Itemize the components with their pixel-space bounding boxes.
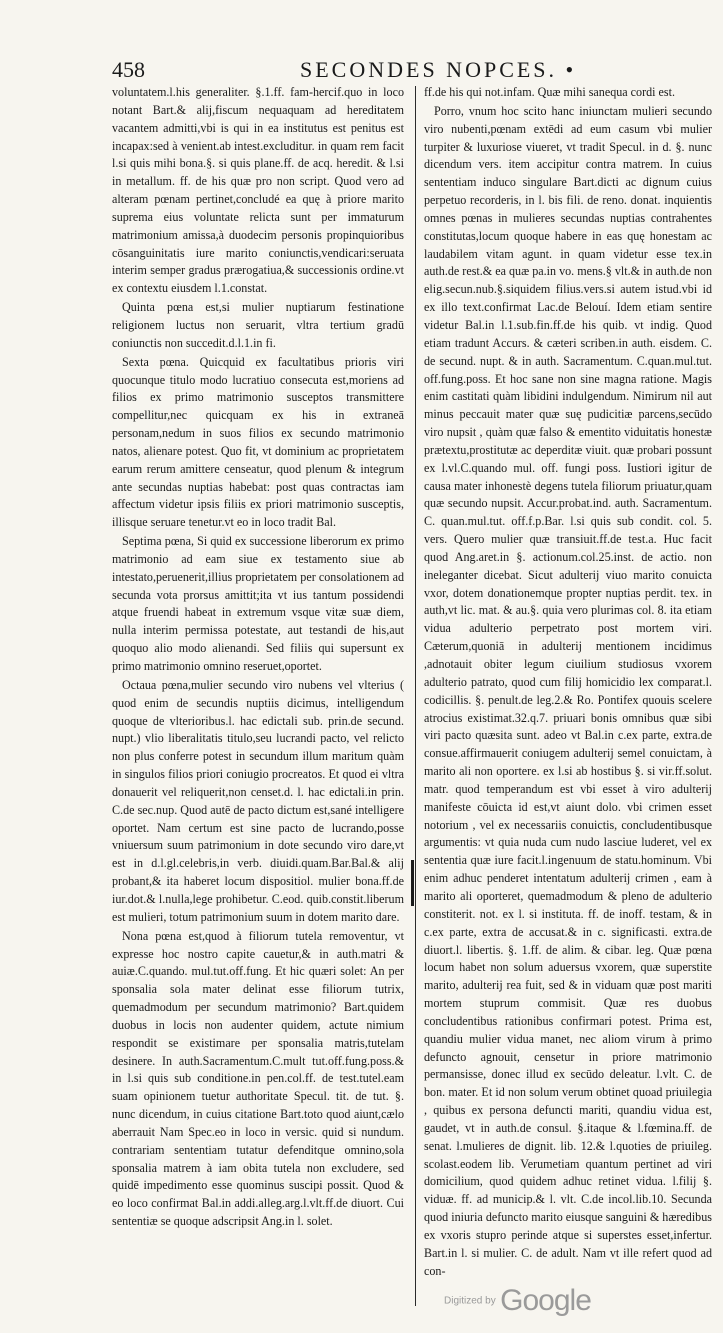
- page-header: [112, 55, 582, 87]
- digitized-watermark: [444, 1284, 591, 1318]
- margin-ink-mark: [411, 860, 414, 906]
- paragraph: ff.de his qui not.infam. Quæ mihi sanequa cordi est.: [424, 85, 676, 99]
- paragraph: Octaua pœna,mulier secundo viro nubens vel vlterius ( quod enim de secundis nuptiis dicimus, intelligendum quoque de vlterioribus.l. hac edictali sub. prin.de secund. nupt.) vlio liberalitatis titulo,seu lucrandi pacto, vel relicto non plus conferre potest in secundum illum maritum quàm in singulos filios priori coniugio procreatos. Et quod ei vltra donauerit vel reliquerit,non censet.d. l. hac edictali.in prin. C.de sec.nup. Quod autē de pacto dictum est,sané intelligere oportet. Nam certum est sine pacto de lucrando,posse vniuersum suum patrimonium in dote secundo viro dare,vt est in d.l.gl.celebris,in verb. diuidi.quam.Bar.Bal.& alij probant,& ita haberet locum dispositiol. mulier bona.ff.de iur.dot.& l.nulla,lege prohibetur. C.eod. quib.constit.liberum est mulieri, totum patrimonium suum in dotem marito dare.: [112, 677, 404, 924]
- left-column: [112, 84, 404, 1231]
- column-divider: [415, 86, 416, 1306]
- paragraph: Quinta pœna est,si mulier nuptiarum festinatione religionem luctus non seruarit, vltra tertium gradū coniunctis non succedit.d.l.1.in fi.: [112, 300, 404, 350]
- watermark-prefix: Digitized by: [444, 1295, 496, 1307]
- paragraph: Nona pœna est,quod à filiorum tutela removentur, vt expresse hoc nostro capite cauetur,& in auth.matri & auiæ.C.quando. mul.tut.off.fung. Et hic quæri solet: An per sponsalia sola mater delinat esse filiorum tutrix, quemadmodum per secundum matrimonio? Bart.quidem duobus in locis non audenter quidem, actute nimium respondit se existimare per sponsalia matris,tutelam desinere. In auth.Sacramentum.C.mult tut.off.fung.poss.& in l.si quis sub conditione.in pen.col.ff. de test.tutel.eam suam opinionem tuetur authoritate Specul. tit. de tut. §. nunc dicendum, in cuius citatione Bart.toto quod aiunt,cælo aberrauit Nam Spec.eo in loco in versic. quid si nundum. contrariam sententiam tutatur defenditque omnino,sola sponsalia matrem à iam obita tutela non excludere, sed quidē impedimento esse quominus suscipi possit. Quod & eo loco confirmat Bal.in addi.alleg.arg.l.vlt.ff.de diuort. Cui sententiæ se quoque adscripsit Ang.in l. solet.: [112, 928, 404, 1229]
- running-head: SECONDES NOPCES. •: [300, 57, 577, 82]
- paragraph: voluntatem.l.his generaliter. §.1.ff. fam-hercif.quo in loco notant Bart.& alij,fiscum nequaquam ad hereditatem vacantem admitti,vbi is qui in ea institutus est penitus est incapax:sed à venient.ab intest.excluditur. in quam rem facit l.si quis mihi bona.§. si quis plane.ff. de acq. heredit. & l.si in metallum. ff. de his quæ pro non script. Quod vero ad alteram pœnam pertinet,concludé ea quę à priore marito suprema eius voluntate relicta sunt per immaturum matrimonium amissa,à duodecim personis propinquioribus cōsanguinitatis iure marito coniunctis,vendicari:seruata interim semper gradus prærogatiua,& successionis ordine.vt ex contextu eiusdem l.1.constat.: [112, 85, 404, 296]
- paragraph: Sexta pœna. Quicquid ex facultatibus prioris viri quocunque titulo modo lucratiuo consecuta est,moriens ad filios ex primo matrimonio susceptos transmittere compellitur,nec quicquam ex his in extraneā personam,nedum in suos filios ex secundo matrimonio natos, alienare potest. Quo fit, vt dominium ac proprietatem earum rerum amittere censeatur, quod plenum & integrum ante secundas nuptias habebat: post quas contractas iam affectum videtur ipsis filiis ex priori matrimonio susceptis, illisque seruare tenetur.vt eo in loco tradit Bal.: [112, 354, 404, 530]
- paragraph: Porro, vnum hoc scito hanc iniunctam mulieri secundo viro nubenti,pœnam extēdi ad eum casum vbi mulier turpiter & luxuriose viueret, vt tradit Specul. in d. §. nunc dicendum vers. item accipitur contra matrem. In cuius sententiam induco singulare Bart.dicti ac dignum cuius perpetuo recorderis, in l. bis fili. de reno. donat. inquientis omnes pœnas in mulieres secundas nuptias contrahentes constitutas,locum quoque habere in eas quę honestam ac laudabilem vitam agunt. in quam videtur esse tex.in auth.de rest.& ea quæ pa.in vo. mens.§ vlt.& in auth.de non elig.secun.nub.§.siquidem filius.vers.si autem istud.vbi id ex illo text.confirmat Lac.de Belouí. Idem etiam sentire videtur Bal.in l.1.sub.fin.ff.de his quib. vt indig. Quod etiam tradunt Accurs. & cæteri scriben.in auth. eisdem. C. de secund. nupt. & in auth. Sacramentum. C.quan.mul.tut. off.fung.poss. Et hoc sane non sine magna ratione. Magis enim castitati quàm libidini indulgendum. Nimirum nil aut minus peccauit mater quæ suę pudicitiæ parcens,secūdo viro nupsit , quàm quæ falso & ementito viduitatis honestæ prætextu,prostitutæ ac deperditæ viuit. quæ probari possunt ex l.vl.C.quando mul. off. fungi poss. Iustiori igitur de causa mater inhonestè degens tutela filiorum priuatur,quam quæ secundo nupsit. Accur.probat.ind. auth. Sacramentum. C. quan.mul.tut. off.f.p.Bar. l.si quis sub condit. col. 5. vers. Quero mulier quæ transiuit.ff.de test.a. Huc facit quod Ang.aret.in §. actionum.col.25.inst. de actio. non ineleganter dicebat. Sicut adulterij viuo marito conuicta vxor, dotem donationemque propter nuptias perdit. tex. in auth,vt lic. mat. & au.§. quia vero plurimas col. 8. ita etiam vidua adulterio perpetrato post mortem viri. Cæterum,quoniā in adulterij mentionem incidimus ,adnotauit obiter legum ciuilium studiosus vxorem adulterio patrato, quod cum filij homicidio lex comparat.l. codicillis. §. penult.de leg.2.& Ro. Pontifex quouis scelere atrocius existimat.32.q.7. priuari bonis omnibus quæ sibi viri pacto quæsita sunt. adeo vt Bal.in c.ex parte, extra.de consue.affirmauerit coniugem adulterij semel conuictam, à marito ali non oportere. ex l.si ab hostibus §. si vir.ff.solut. matr. quod temperandum est vbi esset à viro adulterij manifeste cōuicta id est,vt aiunt dolo. vbi crimen esset notorium , vel ex necessariis conuictis, concludentibusque argumentis: vt quia nuda cum nudo lasciue luderet, vel ex sententia quæ iure facit.l.ingenuum de statu.hominum. Vbi enim adhuc penderet intentatum adulterij crimen , eam à marito ali oporteret, quemadmodum & pleno de adulterio constiterit. not. ex l. si instituta. ff. de inoff. testam, & in c.ex parte, extra de accusat.& in c. significasti. extra.de diuort.l. libertis. §. 1.ff. de alim. & cibar. leg. Quæ pœna locum habet non solum aduersus vxorem, quæ superstite marito, adulterij rea fuit, sed & in viduam quæ post mariti mortem stuprum commisit. Quæ res duobus concludentibus rationibus confirmari potest. Prima est, quandiu mulier vidua manet, nec aliom virum à primo defuncto agnouit, censetur in priore matrimonio permansisse, donec illud ex secūdo deleatur. l.vlt. C. de bon. mater. Et id non solum verum obtinet quoad priuilegia , quibus ex persona defuncti mariti, quandiu vidua est, gaudet, vt in auth.de consul. §.itaque & l.fœmina.ff. de senat. l.mulieres de dignit. lib. 12.& l.quoties de priuileg. scolast.eodem lib. Verumetiam quantum pertinet ad viri domicilium, quod quidem adhuc retinet vidua. l.filij §. viduæ. ff. ad municip.& l. vlt. C.de incol.lib.10. Secunda quod iniuria defuncto marito eiusque sanguini & hæredibus ex vxoris stupro perinde atque si superstes esset,infertur. Bart.in l. si mulier. C. de adult. Nam vt ille refert quod ad con-: [424, 103, 712, 1278]
- google-logo: Google: [500, 1284, 591, 1317]
- folio-number: 458: [112, 57, 145, 82]
- right-column: [424, 84, 712, 1281]
- paragraph: Septima pœna, Si quid ex successione liberorum ex primo matrimonio ad eam siue ex testamento siue ab intestato,peruenerit,illius proprietatem per consolationem ad secunda vota prorsus amittit;ita vt ius tantum possidendi atque fruendi habeat in extremum vsque vitæ suæ diem, nulla interim permissa potestate, aut testandi de his,aut quoquo alio modo alienandi. Sed filiis qui supersunt ex primo matrimonio omnino reseruet,oportet.: [112, 534, 404, 673]
